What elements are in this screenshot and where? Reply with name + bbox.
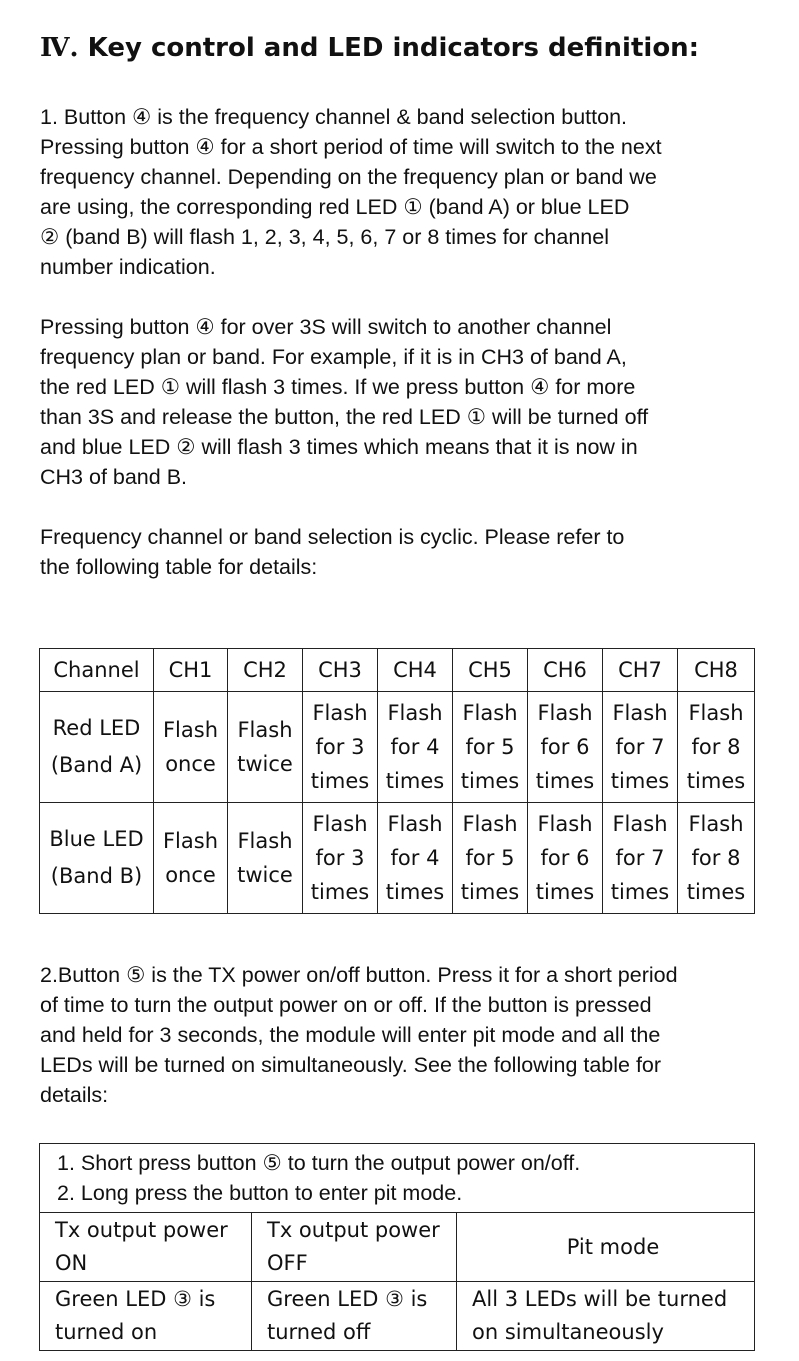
table-cell: Flash for 5 times (453, 692, 528, 803)
text-line: and held for 3 seconds, the module will enter pit mode and all the (40, 1023, 661, 1047)
state-cell-pit-mode: Pit mode (457, 1213, 755, 1282)
text-line: Pressing button ④ for over 3S will switch to another channel (40, 315, 612, 339)
text-line: 2.Button ⑤ is the TX power on/off button. Press it for a short period (40, 963, 678, 987)
text-line: details: (40, 1083, 109, 1107)
table-cell: Flash for 8 times (678, 692, 755, 803)
state-cell-off: Tx output power OFF (252, 1213, 457, 1282)
table-row-red-led (40, 692, 755, 803)
section-title: Key control and LED indicators definition: (87, 33, 700, 63)
text-line: Pressing button ④ for a short period of time will switch to the next (40, 135, 662, 159)
table-cell: Flash once (154, 692, 228, 803)
desc-cell-on: Green LED ③ is turned on (40, 1282, 252, 1351)
table-cell: Flash for 4 times (378, 803, 453, 914)
desc-cell-off: Green LED ③ is turned off (252, 1282, 457, 1351)
table-cell: Flash for 3 times (303, 803, 378, 914)
desc-cell-pit-mode: All 3 LEDs will be turned on simultaneously (457, 1282, 755, 1351)
header-cell: CH8 (678, 649, 755, 692)
header-cell: CH5 (453, 649, 528, 692)
header-cell: CH1 (154, 649, 228, 692)
text-line: than 3S and release the button, the red LED ① will be turned off (40, 405, 649, 429)
header-cell: CH4 (378, 649, 453, 692)
table-cell: Flash for 8 times (678, 803, 755, 914)
table-cell: Flash once (154, 803, 228, 914)
instruction-line: 2. Long press the button to enter pit mode. (57, 1181, 463, 1205)
paragraph-button-5 (40, 960, 770, 1110)
text-line: ② (band B) will flash 1, 2, 3, 4, 5, 6, 7 or 8 times for channel (40, 225, 609, 249)
text-line: Frequency channel or band selection is cyclic. Please refer to (40, 525, 625, 549)
channel-led-table (39, 648, 755, 914)
table-header-row (40, 649, 755, 692)
paragraph-button-4 (40, 102, 770, 282)
table-cell: Flash for 7 times (603, 803, 678, 914)
table-row-blue-led (40, 803, 755, 914)
header-cell: CH2 (228, 649, 303, 692)
text-line: the red LED ① will flash 3 times. If we press button ④ for more (40, 375, 636, 399)
table-cell: Flash for 5 times (453, 803, 528, 914)
state-cell-on: Tx output power ON (40, 1213, 252, 1282)
table-cell: Flash for 4 times (378, 692, 453, 803)
state-row (40, 1213, 755, 1282)
paragraph-long-press (40, 312, 770, 492)
text-line: frequency plan or band. For example, if it is in CH3 of band A, (40, 345, 627, 369)
header-cell: CH7 (603, 649, 678, 692)
instruction-cell (40, 1144, 755, 1213)
instruction-line: 1. Short press button ⑤ to turn the output power on/off. (57, 1151, 581, 1175)
description-row (40, 1282, 755, 1351)
text-line: and blue LED ② will flash 3 times which means that it is now in (40, 435, 638, 459)
header-cell: CH3 (303, 649, 378, 692)
text-line: 1. Button ④ is the frequency channel & band selection button. (40, 105, 628, 129)
table-cell: Flash for 6 times (528, 803, 603, 914)
text-line: frequency channel. Depending on the frequency plan or band we (40, 165, 657, 189)
section-number: Ⅳ. (40, 33, 79, 63)
table-cell: Flash for 3 times (303, 692, 378, 803)
instruction-row (40, 1144, 755, 1213)
table-cell: Flash twice (228, 803, 303, 914)
paragraph-cyclic (40, 522, 770, 582)
power-button-table (39, 1143, 755, 1351)
text-line: number indication. (40, 255, 216, 279)
text-line: LEDs will be turned on simultaneously. See the following table for (40, 1053, 662, 1077)
table-cell: Flash twice (228, 692, 303, 803)
text-line: are using, the corresponding red LED ① (band A) or blue LED (40, 195, 630, 219)
table-cell: Flash for 7 times (603, 692, 678, 803)
section-heading (40, 30, 780, 66)
row-label: Blue LED (Band B) (40, 803, 154, 914)
text-line: of time to turn the output power on or off. If the button is pressed (40, 993, 652, 1017)
header-cell: Channel (40, 649, 154, 692)
header-cell: CH6 (528, 649, 603, 692)
text-line: the following table for details: (40, 555, 318, 579)
row-label: Red LED (Band A) (40, 692, 154, 803)
table-cell: Flash for 6 times (528, 692, 603, 803)
text-line: CH3 of band B. (40, 465, 188, 489)
